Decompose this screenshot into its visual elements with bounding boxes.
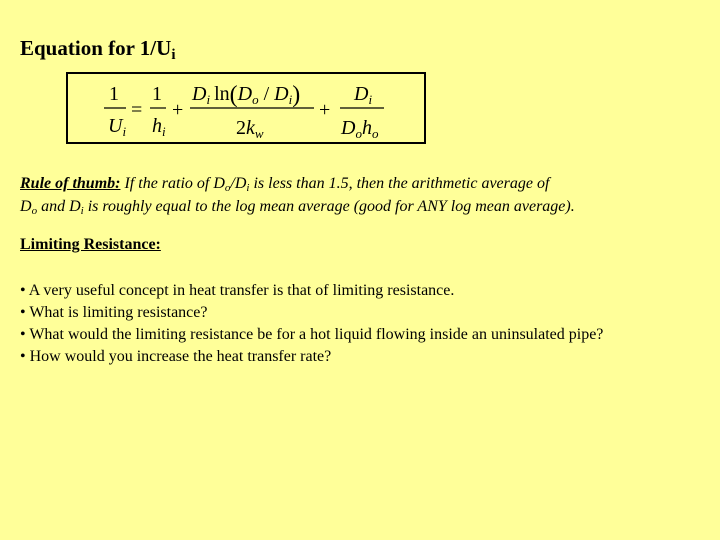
rule-label: Rule of thumb: bbox=[20, 175, 121, 192]
title-subscript: i bbox=[171, 47, 176, 63]
lhs-numerator: 1 bbox=[109, 83, 119, 105]
equation-box bbox=[66, 72, 426, 144]
term2-numerator: $D_i$ $\ln(D_o / D_i)$ bbox=[192, 82, 301, 108]
term1-denominator: $h_i$ bbox=[152, 115, 166, 139]
lhs-denominator: $U_i$ bbox=[108, 115, 127, 139]
equation-formula bbox=[68, 74, 424, 142]
term3-numerator: $D_i$ bbox=[354, 83, 373, 107]
rule-text: If the ratio of $D_o/D_i$ is less than 1.5, then the arithmetic average of $D_o$ and $D_i$ is roughly equal to the log mean average (good for ANY log mean average). bbox=[20, 175, 575, 217]
slide-title bbox=[20, 36, 175, 64]
list-item: • What is limiting resistance? bbox=[20, 304, 208, 321]
list-item: • What would the limiting resistance be for a hot liquid flowing inside an uninsulated pipe? bbox=[20, 326, 604, 343]
limiting-resistance-heading: Limiting Resistance: bbox=[20, 236, 161, 253]
title-text: Equation for 1/U bbox=[20, 36, 172, 60]
list-item: • How would you increase the heat transfer rate? bbox=[20, 348, 332, 365]
equals-sign: = bbox=[131, 99, 143, 121]
rule-of-thumb bbox=[20, 172, 710, 218]
term1-numerator: 1 bbox=[152, 83, 162, 105]
plus-sign-2: + bbox=[319, 99, 331, 121]
limiting-resistance-list bbox=[20, 280, 710, 368]
term2-denominator: $2k_w$ bbox=[236, 117, 264, 141]
term3-denominator: $D_oh_o$ bbox=[341, 117, 379, 141]
list-item: • A very useful concept in heat transfer is that of limiting resistance. bbox=[20, 282, 455, 299]
plus-sign-1: + bbox=[172, 99, 184, 121]
